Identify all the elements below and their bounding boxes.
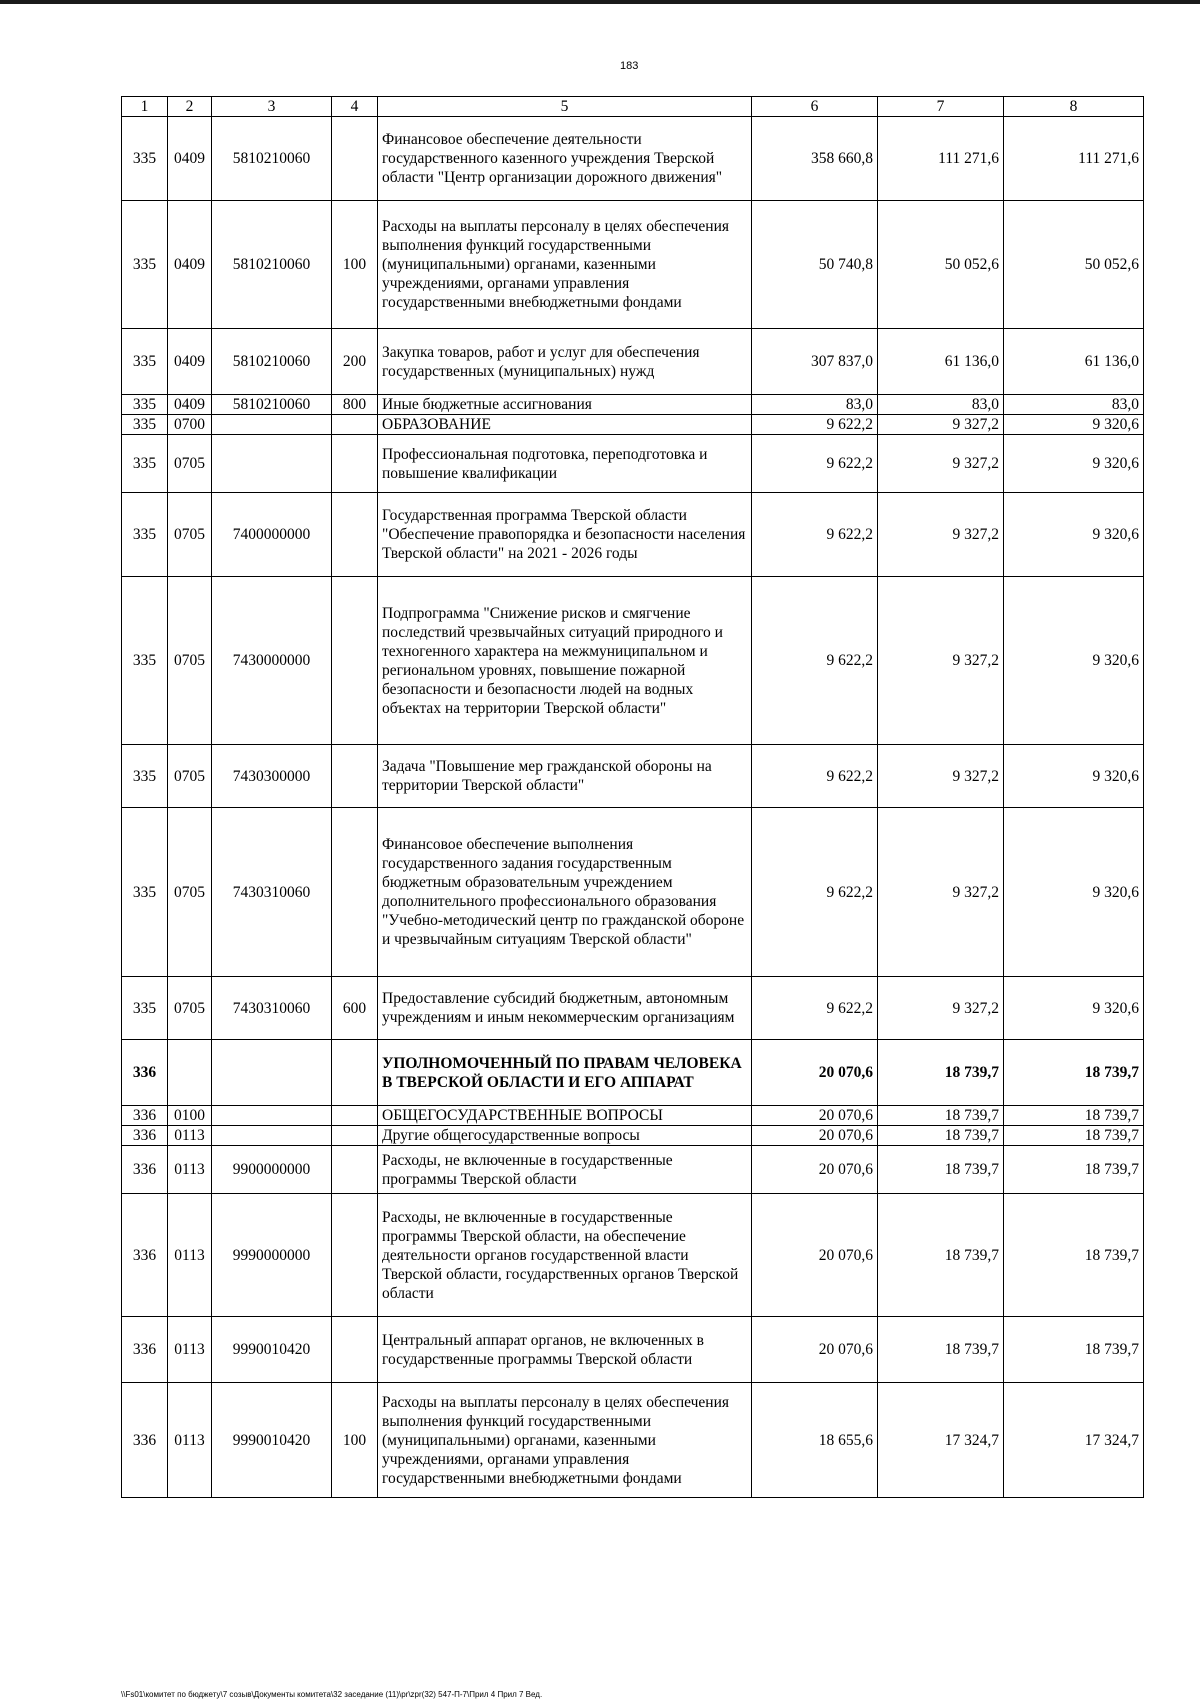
header-col-7: 7 — [878, 97, 1004, 117]
cell-amount-col-8: 18 739,7 — [1004, 1146, 1144, 1194]
cell-target-article: 7400000000 — [212, 493, 332, 577]
cell-expense-type — [332, 1106, 378, 1126]
cell-amount-col-7: 18 739,7 — [878, 1040, 1004, 1106]
cell-expense-type — [332, 415, 378, 435]
cell-target-article: 5810210060 — [212, 395, 332, 415]
cell-expense-type — [332, 493, 378, 577]
cell-ministry-code: 335 — [122, 395, 168, 415]
cell-section-code: 0409 — [168, 395, 212, 415]
cell-expense-type: 600 — [332, 977, 378, 1040]
cell-expense-type — [332, 1317, 378, 1383]
cell-amount-col-6: 9 622,2 — [752, 977, 878, 1040]
table-header-row — [122, 97, 1144, 117]
cell-expense-type — [332, 435, 378, 493]
cell-target-article: 7430310060 — [212, 808, 332, 977]
cell-amount-col-8: 111 271,6 — [1004, 117, 1144, 201]
cell-amount-col-6: 9 622,2 — [752, 577, 878, 745]
cell-amount-col-8: 9 320,6 — [1004, 808, 1144, 977]
cell-description: Расходы, не включенные в государственные программы Тверской области — [378, 1146, 752, 1194]
cell-description: Государственная программа Тверской области "Обеспечение правопорядка и безопасности населения Тверской области" на 2021 - 2026 годы — [378, 493, 752, 577]
cell-description: Подпрограмма "Снижение рисков и смягчение последствий чрезвычайных ситуаций природного и техногенного характера на межмуниципальном и региональном уровнях, повышение пожарной безопасности и безопасности людей на водных объектах на территории Тверской области" — [378, 577, 752, 745]
cell-ministry-code: 336 — [122, 1317, 168, 1383]
table-row — [122, 1317, 1144, 1383]
cell-expense-type: 800 — [332, 395, 378, 415]
cell-amount-col-6: 20 070,6 — [752, 1317, 878, 1383]
cell-expense-type — [332, 1126, 378, 1146]
cell-section-code: 0409 — [168, 329, 212, 395]
cell-section-code: 0113 — [168, 1146, 212, 1194]
cell-ministry-code: 335 — [122, 577, 168, 745]
cell-amount-col-8: 9 320,6 — [1004, 435, 1144, 493]
cell-target-article: 5810210060 — [212, 117, 332, 201]
cell-amount-col-8: 18 739,7 — [1004, 1317, 1144, 1383]
cell-section-code: 0705 — [168, 977, 212, 1040]
cell-ministry-code: 335 — [122, 329, 168, 395]
cell-amount-col-6: 83,0 — [752, 395, 878, 415]
table-row — [122, 435, 1144, 493]
cell-expense-type — [332, 1194, 378, 1317]
cell-amount-col-6: 20 070,6 — [752, 1040, 878, 1106]
cell-ministry-code: 335 — [122, 415, 168, 435]
cell-amount-col-6: 20 070,6 — [752, 1126, 878, 1146]
table-row — [122, 329, 1144, 395]
cell-description: Профессиональная подготовка, переподготовка и повышение квалификации — [378, 435, 752, 493]
cell-target-article: 9990010420 — [212, 1317, 332, 1383]
cell-section-code: 0409 — [168, 117, 212, 201]
cell-amount-col-7: 83,0 — [878, 395, 1004, 415]
cell-expense-type — [332, 745, 378, 808]
cell-amount-col-6: 20 070,6 — [752, 1146, 878, 1194]
cell-ministry-code: 336 — [122, 1040, 168, 1106]
cell-section-code: 0113 — [168, 1194, 212, 1317]
table-row — [122, 745, 1144, 808]
cell-ministry-code: 336 — [122, 1194, 168, 1317]
cell-section-code: 0113 — [168, 1126, 212, 1146]
cell-section-code: 0113 — [168, 1383, 212, 1498]
cell-section-code — [168, 1040, 212, 1106]
cell-section-code: 0705 — [168, 493, 212, 577]
cell-target-article: 5810210060 — [212, 329, 332, 395]
header-col-3: 3 — [212, 97, 332, 117]
cell-description: Закупка товаров, работ и услуг для обеспечения государственных (муниципальных) нужд — [378, 329, 752, 395]
cell-description: Центральный аппарат органов, не включенных в государственные программы Тверской области — [378, 1317, 752, 1383]
cell-ministry-code: 336 — [122, 1146, 168, 1194]
cell-description: Финансовое обеспечение деятельности государственного казенного учреждения Тверской области "Центр организации дорожного движения" — [378, 117, 752, 201]
table-row — [122, 493, 1144, 577]
cell-amount-col-7: 9 327,2 — [878, 493, 1004, 577]
header-col-2: 2 — [168, 97, 212, 117]
cell-description: Расходы на выплаты персоналу в целях обеспечения выполнения функций государственными (муниципальными) органами, казенными учреждениями, органами управления государственными внебюджетными фондами — [378, 1383, 752, 1498]
cell-description: Финансовое обеспечение выполнения государственного задания государственным бюджетным образовательным учреждением дополнительного профессионального образования "Учебно-методический центр по гражданской обороне и чрезвычайным ситуациям Тверской области" — [378, 808, 752, 977]
cell-expense-type: 100 — [332, 1383, 378, 1498]
cell-section-code: 0100 — [168, 1106, 212, 1126]
header-col-8: 8 — [1004, 97, 1144, 117]
cell-description: Расходы, не включенные в государственные программы Тверской области, на обеспечение деятельности органов государственной власти Тверской области, государственных органов Тверской области — [378, 1194, 752, 1317]
cell-amount-col-8: 83,0 — [1004, 395, 1144, 415]
cell-amount-col-7: 18 739,7 — [878, 1146, 1004, 1194]
cell-amount-col-7: 50 052,6 — [878, 201, 1004, 329]
table-row — [122, 577, 1144, 745]
cell-ministry-code: 335 — [122, 745, 168, 808]
table-row — [122, 977, 1144, 1040]
table-row — [122, 415, 1144, 435]
cell-ministry-code: 335 — [122, 808, 168, 977]
cell-ministry-code: 335 — [122, 493, 168, 577]
cell-amount-col-7: 9 327,2 — [878, 745, 1004, 808]
cell-amount-col-7: 18 739,7 — [878, 1194, 1004, 1317]
cell-amount-col-8: 18 739,7 — [1004, 1040, 1144, 1106]
cell-target-article: 9900000000 — [212, 1146, 332, 1194]
cell-target-article: 5810210060 — [212, 201, 332, 329]
cell-amount-col-6: 358 660,8 — [752, 117, 878, 201]
cell-amount-col-8: 18 739,7 — [1004, 1106, 1144, 1126]
cell-section-code: 0113 — [168, 1317, 212, 1383]
cell-target-article: 9990000000 — [212, 1194, 332, 1317]
cell-amount-col-7: 9 327,2 — [878, 577, 1004, 745]
cell-amount-col-8: 61 136,0 — [1004, 329, 1144, 395]
cell-expense-type: 200 — [332, 329, 378, 395]
table-row — [122, 808, 1144, 977]
cell-expense-type — [332, 577, 378, 745]
cell-target-article — [212, 1040, 332, 1106]
cell-description: ОБЩЕГОСУДАРСТВЕННЫЕ ВОПРОСЫ — [378, 1106, 752, 1126]
cell-section-code: 0705 — [168, 435, 212, 493]
header-col-5: 5 — [378, 97, 752, 117]
cell-amount-col-6: 9 622,2 — [752, 435, 878, 493]
cell-amount-col-6: 20 070,6 — [752, 1194, 878, 1317]
table-row — [122, 117, 1144, 201]
table-row — [122, 1040, 1144, 1106]
cell-expense-type — [332, 1040, 378, 1106]
budget-table — [121, 96, 1144, 1498]
cell-ministry-code: 336 — [122, 1383, 168, 1498]
cell-section-code: 0705 — [168, 577, 212, 745]
cell-ministry-code: 335 — [122, 435, 168, 493]
cell-section-code: 0409 — [168, 201, 212, 329]
cell-description: ОБРАЗОВАНИЕ — [378, 415, 752, 435]
cell-amount-col-6: 50 740,8 — [752, 201, 878, 329]
cell-amount-col-7: 111 271,6 — [878, 117, 1004, 201]
cell-amount-col-7: 17 324,7 — [878, 1383, 1004, 1498]
cell-target-article: 9990010420 — [212, 1383, 332, 1498]
cell-amount-col-8: 18 739,7 — [1004, 1194, 1144, 1317]
table-row — [122, 1194, 1144, 1317]
table-row — [122, 1126, 1144, 1146]
cell-amount-col-8: 9 320,6 — [1004, 493, 1144, 577]
cell-target-article — [212, 435, 332, 493]
header-col-4: 4 — [332, 97, 378, 117]
cell-ministry-code: 335 — [122, 201, 168, 329]
table-row — [122, 395, 1144, 415]
cell-description: Другие общегосударственные вопросы — [378, 1126, 752, 1146]
cell-section-code: 0700 — [168, 415, 212, 435]
cell-amount-col-6: 9 622,2 — [752, 745, 878, 808]
header-col-6: 6 — [752, 97, 878, 117]
cell-description: Иные бюджетные ассигнования — [378, 395, 752, 415]
cell-amount-col-8: 9 320,6 — [1004, 415, 1144, 435]
cell-description: Расходы на выплаты персоналу в целях обеспечения выполнения функций государственными (муниципальными) органами, казенными учреждениями, органами управления государственными внебюджетными фондами — [378, 201, 752, 329]
cell-amount-col-7: 9 327,2 — [878, 435, 1004, 493]
cell-amount-col-7: 18 739,7 — [878, 1106, 1004, 1126]
cell-target-article — [212, 1126, 332, 1146]
cell-amount-col-8: 18 739,7 — [1004, 1126, 1144, 1146]
cell-ministry-code: 335 — [122, 117, 168, 201]
cell-amount-col-7: 9 327,2 — [878, 977, 1004, 1040]
cell-section-code: 0705 — [168, 808, 212, 977]
cell-amount-col-8: 9 320,6 — [1004, 977, 1144, 1040]
page-number: 183 — [620, 60, 639, 72]
table-row — [122, 1383, 1144, 1498]
file-path-footer: \\Fs01\комитет по бюджету\7 созыв\Документы комитета\32 заседание (11)\pr\zpr(32) 547-П-7\Прил 4 Прил 7 Вед. — [121, 1690, 543, 1699]
cell-description: Задача "Повышение мер гражданской обороны на территории Тверской области" — [378, 745, 752, 808]
cell-amount-col-6: 307 837,0 — [752, 329, 878, 395]
cell-amount-col-6: 9 622,2 — [752, 808, 878, 977]
cell-amount-col-8: 50 052,6 — [1004, 201, 1144, 329]
cell-amount-col-7: 9 327,2 — [878, 415, 1004, 435]
table-row — [122, 1106, 1144, 1126]
cell-amount-col-6: 9 622,2 — [752, 493, 878, 577]
cell-expense-type: 100 — [332, 201, 378, 329]
cell-amount-col-6: 9 622,2 — [752, 415, 878, 435]
cell-amount-col-6: 20 070,6 — [752, 1106, 878, 1126]
cell-amount-col-6: 18 655,6 — [752, 1383, 878, 1498]
cell-ministry-code: 336 — [122, 1106, 168, 1126]
table-row — [122, 201, 1144, 329]
cell-amount-col-8: 9 320,6 — [1004, 577, 1144, 745]
cell-amount-col-8: 9 320,6 — [1004, 745, 1144, 808]
cell-ministry-code: 335 — [122, 977, 168, 1040]
cell-target-article — [212, 415, 332, 435]
table-row — [122, 1146, 1144, 1194]
cell-expense-type — [332, 1146, 378, 1194]
cell-amount-col-7: 9 327,2 — [878, 808, 1004, 977]
cell-target-article: 7430300000 — [212, 745, 332, 808]
cell-target-article: 7430000000 — [212, 577, 332, 745]
top-border-line — [0, 0, 1200, 4]
cell-description: Предоставление субсидий бюджетным, автономным учреждениям и иным некоммерческим организациям — [378, 977, 752, 1040]
cell-amount-col-7: 18 739,7 — [878, 1126, 1004, 1146]
cell-ministry-code: 336 — [122, 1126, 168, 1146]
cell-target-article — [212, 1106, 332, 1126]
cell-amount-col-7: 61 136,0 — [878, 329, 1004, 395]
cell-expense-type — [332, 808, 378, 977]
header-col-1: 1 — [122, 97, 168, 117]
cell-section-code: 0705 — [168, 745, 212, 808]
cell-description: УПОЛНОМОЧЕННЫЙ ПО ПРАВАМ ЧЕЛОВЕКА В ТВЕРСКОЙ ОБЛАСТИ И ЕГО АППАРАТ — [378, 1040, 752, 1106]
cell-target-article: 7430310060 — [212, 977, 332, 1040]
cell-expense-type — [332, 117, 378, 201]
cell-amount-col-7: 18 739,7 — [878, 1317, 1004, 1383]
cell-amount-col-8: 17 324,7 — [1004, 1383, 1144, 1498]
